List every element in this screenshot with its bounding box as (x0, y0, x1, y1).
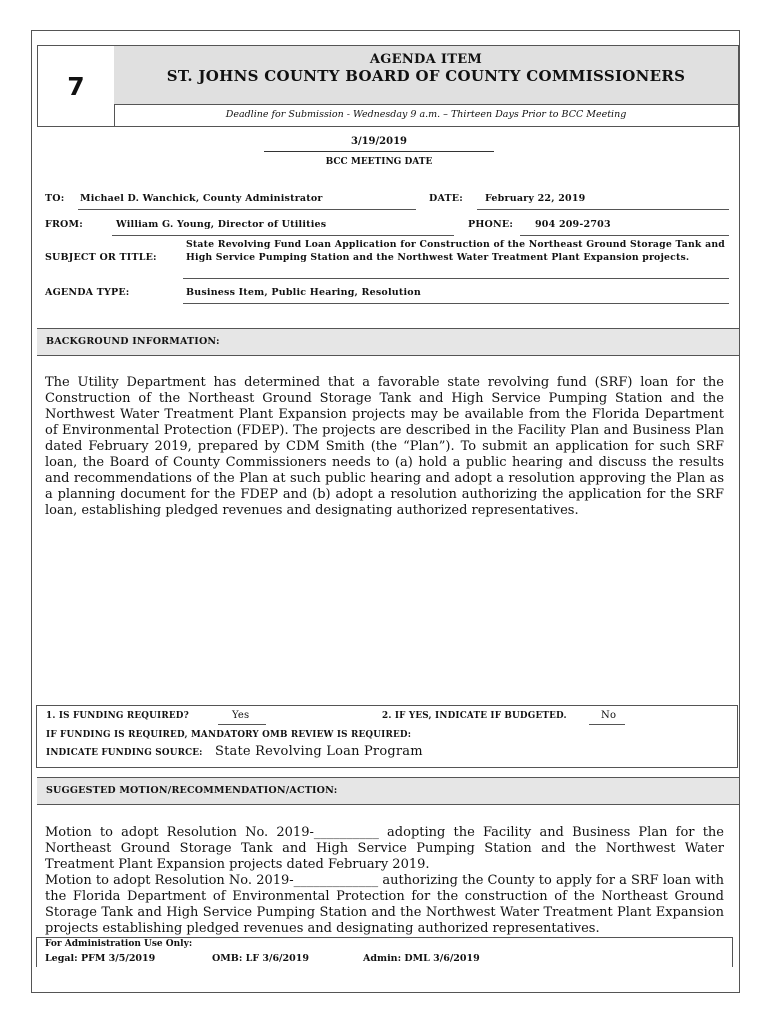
motion-heading: SUGGESTED MOTION/RECOMMENDATION/ACTION: (37, 777, 739, 805)
funding-source-value: State Revolving Loan Program (215, 744, 423, 759)
phone-label: PHONE: (468, 219, 514, 230)
title-line1: AGENDA ITEM (369, 52, 483, 67)
phone-value: 904 209-2703 (535, 219, 611, 230)
meeting-date-label: BCC MEETING DATE (325, 157, 433, 167)
from-underline (112, 235, 454, 236)
motion-paragraph-2: Motion to adopt Resolution No. 2019-_____________ authorizing the County to apply for a SRF loan with the Florida Department of Environmental Protection for the construction of the Northeast Ground Storage Tank and High Service Pumping Station and the Northwest Water Treatment Plant Expansion projects establishing pledged revenues and designating authorized representatives. (45, 873, 724, 936)
header-box (37, 45, 739, 127)
omb-note: IF FUNDING IS REQUIRED, MANDATORY OMB REVIEW IS REQUIRED: (46, 730, 412, 740)
funding-required-underline (218, 724, 266, 725)
to-underline (78, 209, 416, 210)
meeting-date: 3/19/2019 (264, 136, 494, 152)
to-value: Michael D. Wanchick, County Administrator (80, 193, 323, 204)
budgeted-underline (589, 724, 625, 725)
agenda-type-underline (183, 303, 729, 304)
funding-source-label: INDICATE FUNDING SOURCE: (46, 748, 203, 758)
budgeted-label: 2. IF YES, INDICATE IF BUDGETED. (382, 711, 567, 721)
budgeted-value: No (601, 710, 617, 721)
date-value: February 22, 2019 (485, 193, 586, 204)
title-line2: ST. JOHNS COUNTY BOARD OF COUNTY COMMISSIONERS (166, 67, 686, 85)
from-label: FROM: (45, 219, 83, 230)
admin-admin: Admin: DML 3/6/2019 (363, 953, 480, 964)
funding-required-label: 1. IS FUNDING REQUIRED? (46, 711, 189, 721)
phone-underline (520, 235, 729, 236)
date-label: DATE: (429, 193, 463, 204)
header-title (114, 46, 738, 105)
agenda-type-label: AGENDA TYPE: (45, 287, 130, 298)
admin-legal: Legal: PFM 3/5/2019 (45, 953, 156, 964)
to-label: TO: (45, 193, 65, 204)
subject-value: State Revolving Fund Loan Application for Construction of the Northeast Ground Storage Tank and High Service Pumping Station and the Northwest Water Treatment Plant Expansion projects. (186, 239, 725, 263)
agenda-type-value: Business Item, Public Hearing, Resolution (186, 287, 421, 298)
item-number: 7 (38, 46, 115, 126)
from-value: William G. Young, Director of Utilities (116, 219, 327, 230)
meeting-date-block (264, 136, 494, 167)
date-underline (477, 209, 729, 210)
subject-label: SUBJECT OR TITLE: (45, 252, 157, 263)
admin-box (36, 937, 733, 967)
motion-paragraph-1: Motion to adopt Resolution No. 2019-__________ adopting the Facility and Business Plan for the Northeast Ground Storage Tank and High Service Pumping Station and the Northwest Water Treatment Plant Expansion projects dated February 2019. (45, 825, 724, 872)
background-text: The Utility Department has determined that a favorable state revolving fund (SRF) loan for the Construction of the Northeast Ground Storage Tank and High Service Pumping Station and the Northwest Water Treatment Plant Expansion projects may be available from the Florida Department of Environmental Protection (FDEP). The projects are described in the Facility Plan and Business Plan dated February 2019, prepared by CDM Smith (the “Plan”). To submit an application for such SRF loan, the Board of County Commissioners needs to (a) hold a public hearing and discuss the results and recommendations of the Plan at such public hearing and adopt a resolution approving the Plan as a planning document for the FDEP and (b) adopt a resolution authorizing the application for the SRF loan, establishing pledged revenues and designating authorized representatives. (45, 375, 724, 518)
background-heading: BACKGROUND INFORMATION: (37, 328, 739, 356)
funding-box (36, 705, 738, 768)
funding-required-value: Yes (232, 710, 250, 721)
subject-underline (183, 278, 729, 279)
admin-title: For Administration Use Only: (45, 939, 193, 949)
admin-omb: OMB: LF 3/6/2019 (212, 953, 309, 964)
deadline-note: Deadline for Submission - Wednesday 9 a.m. – Thirteen Days Prior to BCC Meeting (225, 109, 627, 120)
